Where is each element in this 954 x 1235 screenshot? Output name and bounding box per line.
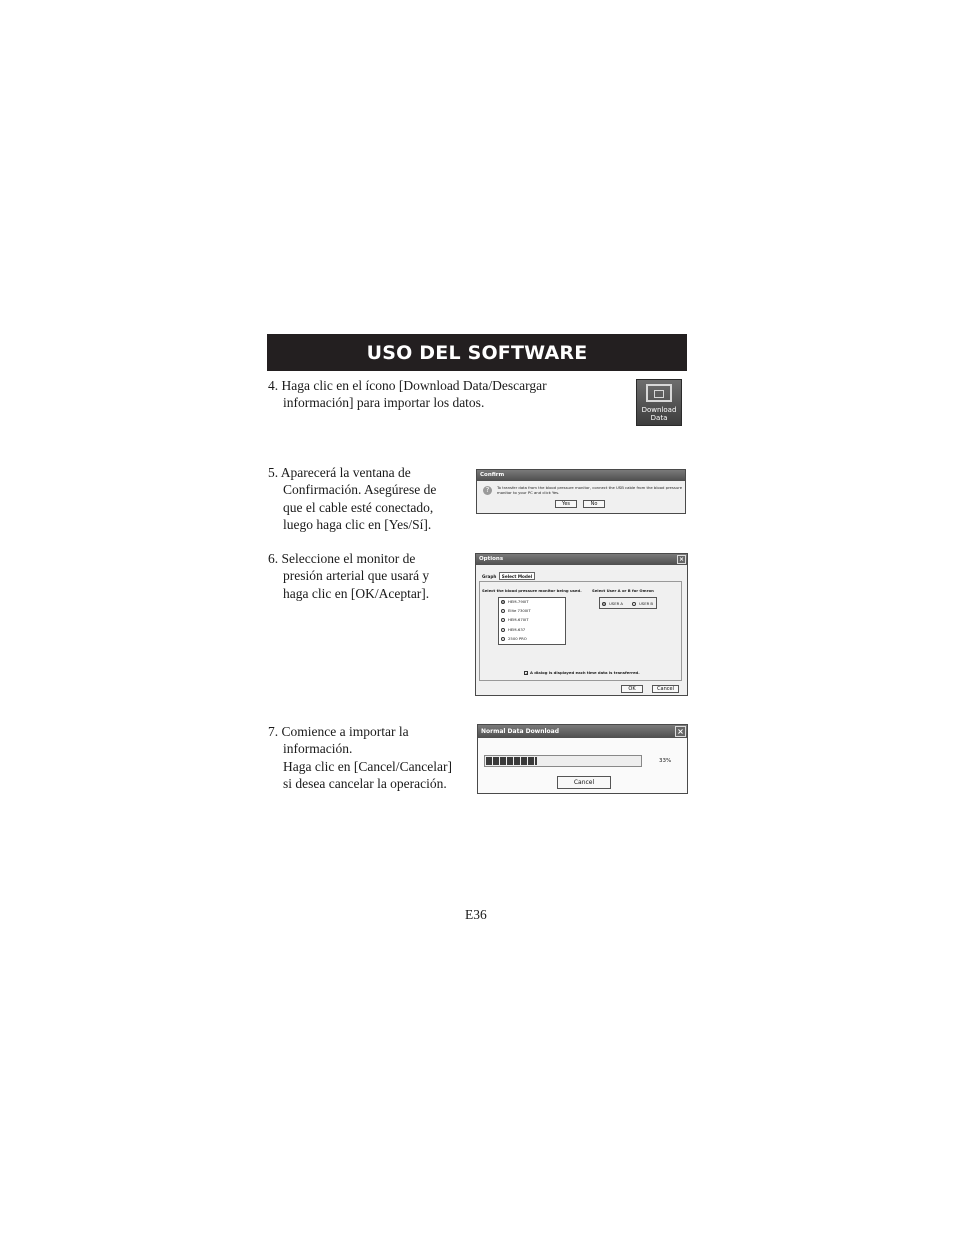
confirm-message: To transfer data from the blood pressure monitor, connect the USB cable from the blood pressure monitor to your PC and click Yes. xyxy=(497,485,683,495)
step-4-line-1: 4. Haga clic en el ícono [Download Data/Descargar xyxy=(268,378,547,393)
model-option[interactable]: 2500 PRO xyxy=(501,636,527,641)
close-icon[interactable]: × xyxy=(678,556,685,563)
step-6 xyxy=(268,550,429,602)
radio-icon xyxy=(501,609,505,613)
step-6-line-3: haga clic en [OK/Aceptar]. xyxy=(283,585,430,601)
user-b-option[interactable]: USER B xyxy=(632,601,653,606)
step-7-line-4: si desea cancelar la operación. xyxy=(283,775,447,791)
step-7-line-1: 7. Comience a importar la xyxy=(268,724,409,739)
step-5-line-2: Confirmación. Asegúrese de xyxy=(283,482,437,498)
step-4-line-2: información] para importar los datos. xyxy=(283,395,485,411)
no-button[interactable]: No xyxy=(583,500,605,508)
progress-bar xyxy=(484,755,642,767)
radio-selected-icon xyxy=(501,600,505,604)
download-dialog xyxy=(477,724,688,794)
download-dialog-title: Normal Data Download xyxy=(481,728,560,735)
step-4 xyxy=(268,377,547,412)
confirm-dialog xyxy=(476,469,686,514)
model-option[interactable]: HEM-637 xyxy=(501,627,525,632)
progress-fill xyxy=(486,757,537,765)
user-header: Select User A or B for Omron xyxy=(592,588,654,593)
step-6-line-2: presión arterial que usará y xyxy=(283,568,430,584)
step-7-line-3: Haga clic en [Cancel/Cancelar] xyxy=(283,758,453,774)
model-option[interactable]: HEM-670IT xyxy=(501,617,529,622)
step-5-line-3: que el cable esté conectado, xyxy=(283,499,434,515)
tab-select-model[interactable]: Select Model xyxy=(499,572,535,580)
yes-button[interactable]: Yes xyxy=(555,500,577,508)
options-dialog-title: Options xyxy=(479,556,504,562)
step-5-line-4: luego haga clic en [Yes/Sí]. xyxy=(283,516,432,532)
step-7 xyxy=(268,723,452,792)
radio-icon xyxy=(501,628,505,632)
radio-icon xyxy=(501,637,505,641)
download-data-picture-icon xyxy=(646,384,672,402)
monitor-header: Select the blood pressure monitor being used. xyxy=(482,588,582,593)
radio-icon xyxy=(501,618,505,622)
section-title: USO DEL SOFTWARE xyxy=(366,341,588,364)
cancel-button[interactable]: Cancel xyxy=(652,685,679,693)
step-6-line-1: 6. Seleccione el monitor de xyxy=(268,551,416,566)
options-dialog xyxy=(475,553,688,696)
model-option[interactable]: Elite 7300IT xyxy=(501,608,531,613)
download-data-label: Download Data xyxy=(641,406,677,422)
download-data-icon[interactable] xyxy=(636,379,682,426)
question-icon: ? xyxy=(483,486,492,495)
step-5-line-1: 5. Aparecerá la ventana de xyxy=(268,465,411,480)
model-option[interactable]: HEM-790IT xyxy=(501,599,529,604)
page-number: E36 xyxy=(465,907,487,922)
ok-button[interactable]: OK xyxy=(621,685,643,693)
radio-icon xyxy=(632,602,636,606)
step-5 xyxy=(268,464,436,533)
section-header xyxy=(267,334,687,371)
step-7-line-2: información. xyxy=(283,741,353,757)
checkmark-icon: ✓ xyxy=(525,670,529,676)
user-a-option[interactable]: USER A xyxy=(602,601,623,606)
confirm-dialog-title: Confirm xyxy=(477,470,685,481)
progress-percent: 33% xyxy=(659,758,672,764)
radio-selected-icon xyxy=(602,602,606,606)
cancel-button[interactable]: Cancel xyxy=(557,776,611,789)
close-icon[interactable]: × xyxy=(675,726,686,737)
tab-graph[interactable]: Graph xyxy=(482,574,497,579)
dialog-each-time-checkbox[interactable]: ✓ A dialog is displayed each time data is transferred. xyxy=(525,670,640,676)
